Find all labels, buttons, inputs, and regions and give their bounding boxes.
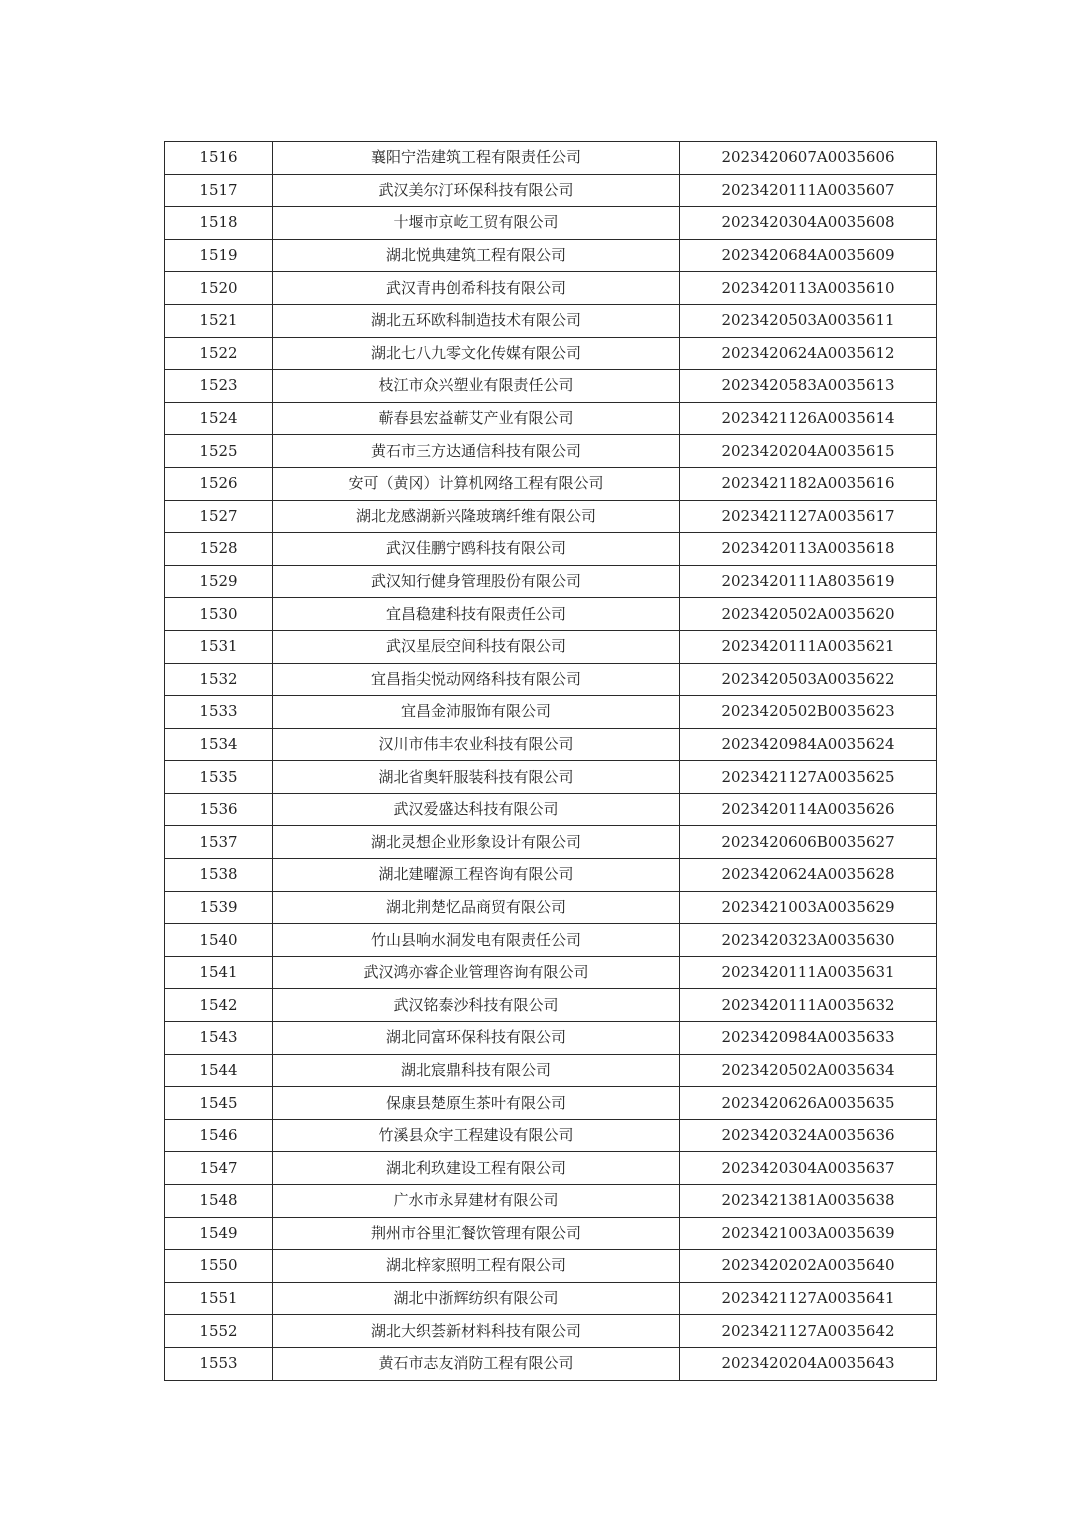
company-name-cell: 黄石市志友消防工程有限公司 <box>273 1347 680 1380</box>
registration-code-cell: 2023420684A0035609 <box>680 239 937 272</box>
table-row <box>165 1087 937 1120</box>
table-row <box>165 500 937 533</box>
table-row <box>165 337 937 370</box>
company-name-cell: 襄阳宁浩建筑工程有限责任公司 <box>273 142 680 175</box>
serial-number-cell: 1522 <box>165 337 273 370</box>
serial-number-cell: 1519 <box>165 239 273 272</box>
registration-code-cell: 2023420324A0035636 <box>680 1119 937 1152</box>
company-name-cell: 蕲春县宏益蕲艾产业有限公司 <box>273 402 680 435</box>
table-row <box>165 956 937 989</box>
registration-code-cell: 2023420304A0035637 <box>680 1152 937 1185</box>
registration-code-cell: 2023420624A0035612 <box>680 337 937 370</box>
company-name-cell: 武汉青冉创希科技有限公司 <box>273 272 680 305</box>
table-row <box>165 174 937 207</box>
registration-code-cell: 2023420626A0035635 <box>680 1087 937 1120</box>
registration-code-cell: 2023420111A0035607 <box>680 174 937 207</box>
company-name-cell: 荆州市谷里汇餐饮管理有限公司 <box>273 1217 680 1250</box>
company-name-cell: 武汉鸿亦睿企业管理咨询有限公司 <box>273 956 680 989</box>
serial-number-cell: 1546 <box>165 1119 273 1152</box>
registration-code-cell: 2023421127A0035625 <box>680 761 937 794</box>
serial-number-cell: 1536 <box>165 793 273 826</box>
company-name-cell: 广水市永昇建材有限公司 <box>273 1185 680 1218</box>
company-name-cell: 武汉星辰空间科技有限公司 <box>273 630 680 663</box>
registration-code-cell: 2023420304A0035608 <box>680 207 937 240</box>
table-row <box>165 1152 937 1185</box>
serial-number-cell: 1529 <box>165 565 273 598</box>
serial-number-cell: 1543 <box>165 1022 273 1055</box>
registration-code-cell: 2023420204A0035615 <box>680 435 937 468</box>
serial-number-cell: 1533 <box>165 696 273 729</box>
table-row <box>165 1282 937 1315</box>
serial-number-cell: 1523 <box>165 370 273 403</box>
registration-code-cell: 2023420606B0035627 <box>680 826 937 859</box>
serial-number-cell: 1545 <box>165 1087 273 1120</box>
registration-code-cell: 2023420113A0035618 <box>680 533 937 566</box>
company-name-cell: 湖北梓家照明工程有限公司 <box>273 1250 680 1283</box>
registration-code-cell: 2023420503A0035622 <box>680 663 937 696</box>
serial-number-cell: 1549 <box>165 1217 273 1250</box>
registration-code-cell: 2023420624A0035628 <box>680 859 937 892</box>
company-name-cell: 武汉美尔汀环保科技有限公司 <box>273 174 680 207</box>
registration-code-cell: 2023420607A0035606 <box>680 142 937 175</box>
table-row <box>165 565 937 598</box>
serial-number-cell: 1547 <box>165 1152 273 1185</box>
table-body <box>165 142 937 1381</box>
company-name-cell: 湖北省奥轩服装科技有限公司 <box>273 761 680 794</box>
company-name-cell: 宜昌稳建科技有限责任公司 <box>273 598 680 631</box>
registration-code-cell: 2023421381A0035638 <box>680 1185 937 1218</box>
table-row <box>165 793 937 826</box>
company-registry-table <box>164 141 937 1381</box>
company-name-cell: 竹溪县众宇工程建设有限公司 <box>273 1119 680 1152</box>
registration-code-cell: 2023420114A0035626 <box>680 793 937 826</box>
table-row <box>165 826 937 859</box>
table-row <box>165 989 937 1022</box>
table-row <box>165 142 937 175</box>
serial-number-cell: 1544 <box>165 1054 273 1087</box>
company-name-cell: 武汉铭泰沙科技有限公司 <box>273 989 680 1022</box>
table-row <box>165 1347 937 1380</box>
company-name-cell: 安可（黄冈）计算机网络工程有限公司 <box>273 467 680 500</box>
registration-code-cell: 2023420204A0035643 <box>680 1347 937 1380</box>
serial-number-cell: 1539 <box>165 891 273 924</box>
table-row <box>165 370 937 403</box>
serial-number-cell: 1548 <box>165 1185 273 1218</box>
registration-code-cell: 2023421003A0035639 <box>680 1217 937 1250</box>
registration-code-cell: 2023420502B0035623 <box>680 696 937 729</box>
registration-code-cell: 2023421127A0035617 <box>680 500 937 533</box>
serial-number-cell: 1517 <box>165 174 273 207</box>
company-name-cell: 武汉佳鹏宁鸥科技有限公司 <box>273 533 680 566</box>
serial-number-cell: 1526 <box>165 467 273 500</box>
table-row <box>165 761 937 794</box>
table-row <box>165 1250 937 1283</box>
table-row <box>165 630 937 663</box>
company-name-cell: 湖北同富环保科技有限公司 <box>273 1022 680 1055</box>
company-name-cell: 湖北荆楚忆品商贸有限公司 <box>273 891 680 924</box>
company-name-cell: 湖北建曜源工程咨询有限公司 <box>273 859 680 892</box>
serial-number-cell: 1541 <box>165 956 273 989</box>
serial-number-cell: 1537 <box>165 826 273 859</box>
table-row <box>165 239 937 272</box>
serial-number-cell: 1525 <box>165 435 273 468</box>
serial-number-cell: 1552 <box>165 1315 273 1348</box>
table-row <box>165 1185 937 1218</box>
table-row <box>165 1217 937 1250</box>
company-name-cell: 武汉爱盛达科技有限公司 <box>273 793 680 826</box>
registration-code-cell: 2023420583A0035613 <box>680 370 937 403</box>
serial-number-cell: 1535 <box>165 761 273 794</box>
table-row <box>165 272 937 305</box>
registration-code-cell: 2023421003A0035629 <box>680 891 937 924</box>
company-name-cell: 黄石市三方达通信科技有限公司 <box>273 435 680 468</box>
serial-number-cell: 1540 <box>165 924 273 957</box>
company-name-cell: 汉川市伟丰农业科技有限公司 <box>273 728 680 761</box>
serial-number-cell: 1531 <box>165 630 273 663</box>
table-row <box>165 1315 937 1348</box>
serial-number-cell: 1527 <box>165 500 273 533</box>
serial-number-cell: 1530 <box>165 598 273 631</box>
registration-code-cell: 2023420323A0035630 <box>680 924 937 957</box>
table-row <box>165 1022 937 1055</box>
table-row <box>165 402 937 435</box>
table-row <box>165 207 937 240</box>
table-row <box>165 533 937 566</box>
serial-number-cell: 1520 <box>165 272 273 305</box>
serial-number-cell: 1553 <box>165 1347 273 1380</box>
company-name-cell: 湖北利玖建设工程有限公司 <box>273 1152 680 1185</box>
registration-code-cell: 2023420111A0035621 <box>680 630 937 663</box>
serial-number-cell: 1521 <box>165 304 273 337</box>
serial-number-cell: 1538 <box>165 859 273 892</box>
table-row <box>165 924 937 957</box>
table-row <box>165 435 937 468</box>
serial-number-cell: 1516 <box>165 142 273 175</box>
table-row <box>165 728 937 761</box>
company-name-cell: 湖北中浙辉纺织有限公司 <box>273 1282 680 1315</box>
table-row <box>165 467 937 500</box>
company-name-cell: 湖北大织荟新材料科技有限公司 <box>273 1315 680 1348</box>
company-name-cell: 宜昌指尖悦动网络科技有限公司 <box>273 663 680 696</box>
registration-code-cell: 2023420502A0035620 <box>680 598 937 631</box>
serial-number-cell: 1524 <box>165 402 273 435</box>
table-row <box>165 696 937 729</box>
registration-code-cell: 2023420111A8035619 <box>680 565 937 598</box>
serial-number-cell: 1532 <box>165 663 273 696</box>
serial-number-cell: 1534 <box>165 728 273 761</box>
table-row <box>165 663 937 696</box>
serial-number-cell: 1528 <box>165 533 273 566</box>
company-name-cell: 湖北五环欧科制造技术有限公司 <box>273 304 680 337</box>
registration-code-cell: 2023420113A0035610 <box>680 272 937 305</box>
registration-code-cell: 2023420111A0035631 <box>680 956 937 989</box>
serial-number-cell: 1518 <box>165 207 273 240</box>
company-name-cell: 湖北灵想企业形象设计有限公司 <box>273 826 680 859</box>
company-name-cell: 保康县楚原生茶叶有限公司 <box>273 1087 680 1120</box>
serial-number-cell: 1551 <box>165 1282 273 1315</box>
registration-code-cell: 2023421127A0035641 <box>680 1282 937 1315</box>
table-row <box>165 598 937 631</box>
serial-number-cell: 1542 <box>165 989 273 1022</box>
table-row <box>165 891 937 924</box>
company-name-cell: 竹山县响水洞发电有限责任公司 <box>273 924 680 957</box>
company-name-cell: 湖北龙感湖新兴隆玻璃纤维有限公司 <box>273 500 680 533</box>
table-row <box>165 859 937 892</box>
table-row <box>165 1119 937 1152</box>
serial-number-cell: 1550 <box>165 1250 273 1283</box>
registration-code-cell: 2023421126A0035614 <box>680 402 937 435</box>
registration-code-cell: 2023421182A0035616 <box>680 467 937 500</box>
registration-code-cell: 2023421127A0035642 <box>680 1315 937 1348</box>
company-name-cell: 十堰市京屹工贸有限公司 <box>273 207 680 240</box>
registration-code-cell: 2023420111A0035632 <box>680 989 937 1022</box>
company-name-cell: 宜昌金沛服饰有限公司 <box>273 696 680 729</box>
company-name-cell: 湖北七八九零文化传媒有限公司 <box>273 337 680 370</box>
table-row <box>165 1054 937 1087</box>
company-name-cell: 湖北悦典建筑工程有限公司 <box>273 239 680 272</box>
registration-code-cell: 2023420984A0035633 <box>680 1022 937 1055</box>
company-name-cell: 武汉知行健身管理股份有限公司 <box>273 565 680 598</box>
registration-code-cell: 2023420202A0035640 <box>680 1250 937 1283</box>
company-name-cell: 湖北宸鼎科技有限公司 <box>273 1054 680 1087</box>
registration-code-cell: 2023420503A0035611 <box>680 304 937 337</box>
registration-code-cell: 2023420984A0035624 <box>680 728 937 761</box>
table-row <box>165 304 937 337</box>
company-name-cell: 枝江市众兴塑业有限责任公司 <box>273 370 680 403</box>
registration-code-cell: 2023420502A0035634 <box>680 1054 937 1087</box>
